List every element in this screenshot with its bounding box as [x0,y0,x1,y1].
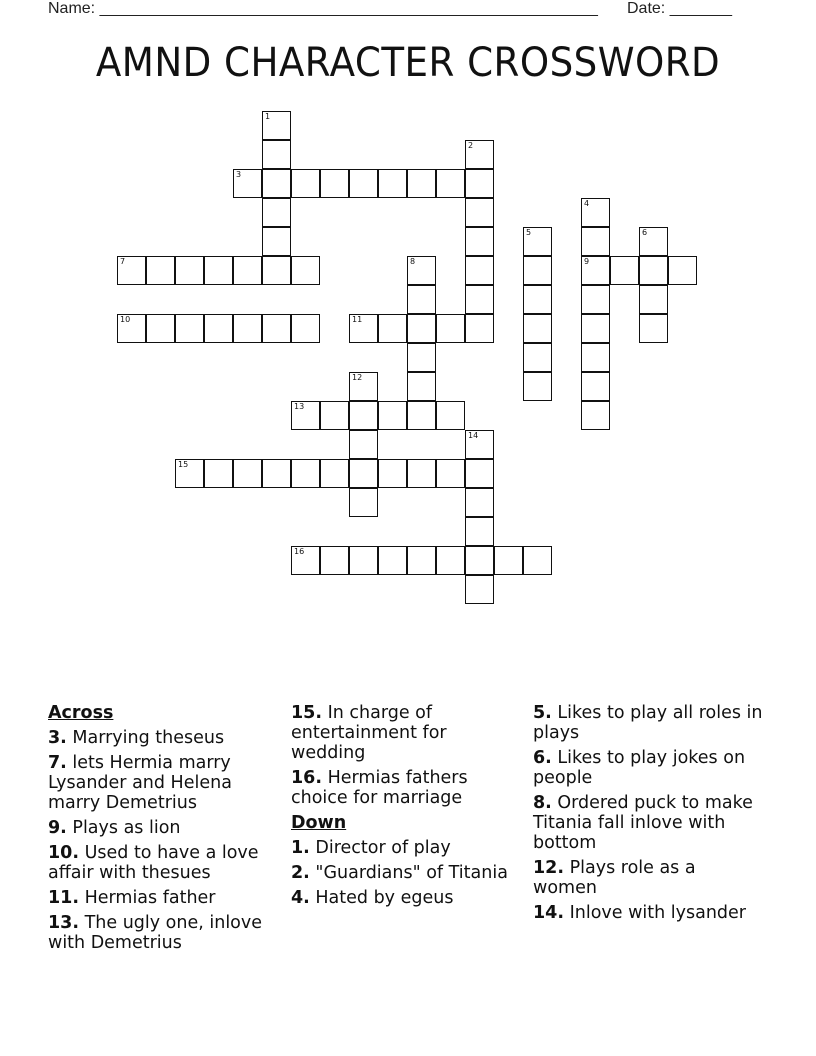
grid-cell[interactable] [233,459,262,488]
grid-cell[interactable] [407,343,436,372]
clue-item [533,703,763,743]
grid-cell[interactable] [581,256,610,285]
grid-cell[interactable] [639,314,668,343]
cell-number: 7 [120,257,126,266]
grid-cell[interactable] [262,140,291,169]
grid-cell[interactable] [291,401,320,430]
grid-cell[interactable] [639,285,668,314]
grid-cell[interactable] [262,256,291,285]
clue-item [291,888,521,908]
grid-cell[interactable] [262,227,291,256]
grid-cell[interactable] [262,198,291,227]
grid-cell[interactable] [262,111,291,140]
clue-number: 1. [291,838,310,858]
grid-cell[interactable] [436,401,465,430]
grid-cell[interactable] [523,285,552,314]
grid-cell[interactable] [407,546,436,575]
grid-cell[interactable] [581,372,610,401]
grid-cell[interactable] [436,546,465,575]
grid-cell[interactable] [291,169,320,198]
grid-cell[interactable] [581,198,610,227]
grid-cell[interactable] [378,459,407,488]
clue-text: Hermias fathers choice for marriage [291,768,468,808]
cell-number: 1 [265,112,271,121]
grid-cell[interactable] [262,169,291,198]
clue-number: 13. [48,913,80,933]
cell-number: 9 [584,257,590,266]
grid-cell[interactable] [349,401,378,430]
clue-number: 7. [48,753,67,773]
grid-cell[interactable] [407,459,436,488]
cell-number: 16 [294,547,305,556]
grid-cell[interactable] [291,459,320,488]
grid-cell[interactable] [349,430,378,459]
cell-number: 6 [642,228,648,237]
grid-cell[interactable] [436,314,465,343]
grid-cell[interactable] [204,314,233,343]
clue-item [533,748,763,788]
grid-cell[interactable] [581,401,610,430]
grid-cell[interactable] [523,343,552,372]
grid-cell[interactable] [349,488,378,517]
clue-number: 9. [48,818,67,838]
clue-number: 4. [291,888,310,908]
grid-cell[interactable] [465,227,494,256]
grid-cell[interactable] [291,256,320,285]
clue-item [533,858,763,898]
clue-number: 2. [291,863,310,883]
grid-cell[interactable] [117,314,146,343]
grid-cell[interactable] [146,314,175,343]
grid-cell[interactable] [668,256,697,285]
date-line: Date: _______ [627,0,732,17]
grid-cell[interactable] [146,256,175,285]
grid-cell[interactable] [291,314,320,343]
clue-number: 3. [48,728,67,748]
grid-cell[interactable] [465,140,494,169]
clue-item [291,838,521,858]
grid-cell[interactable] [465,430,494,459]
grid-cell[interactable] [465,459,494,488]
clue-item [291,768,521,808]
clue-number: 16. [291,768,323,788]
clue-number: 6. [533,748,552,768]
clue-number: 11. [48,888,80,908]
grid-cell[interactable] [349,314,378,343]
grid-cell[interactable] [175,314,204,343]
clue-item [48,818,278,838]
grid-cell[interactable] [465,575,494,604]
grid-cell[interactable] [407,169,436,198]
grid-cell[interactable] [581,343,610,372]
cell-number: 2 [468,141,474,150]
grid-cell[interactable] [320,546,349,575]
grid-cell[interactable] [639,256,668,285]
grid-cell[interactable] [523,372,552,401]
clue-number: 12. [533,858,565,878]
grid-cell[interactable] [175,459,204,488]
across-heading: Across [48,703,114,723]
clues-column-2 [291,703,521,913]
cell-number: 8 [410,257,416,266]
grid-cell[interactable] [349,169,378,198]
grid-cell[interactable] [407,256,436,285]
grid-cell[interactable] [204,256,233,285]
cell-number: 4 [584,199,590,208]
clue-item [48,888,278,908]
grid-cell[interactable] [639,227,668,256]
clue-text: lets Hermia marry Lysander and Helena marry Demetrius [48,753,232,813]
page-title: AMND CHARACTER CROSSWORD [95,40,721,86]
grid-cell[interactable] [407,401,436,430]
grid-cell[interactable] [523,227,552,256]
clue-number: 8. [533,793,552,813]
clue-text: Used to have a love affair with thesues [48,843,259,883]
grid-cell[interactable] [407,285,436,314]
grid-cell[interactable] [117,256,146,285]
grid-cell[interactable] [610,256,639,285]
grid-cell[interactable] [581,285,610,314]
clue-text: In charge of entertainment for wedding [291,703,447,763]
grid-cell[interactable] [465,314,494,343]
grid-cell[interactable] [291,546,320,575]
clues-column-3 [533,703,763,928]
grid-cell[interactable] [581,227,610,256]
grid-cell[interactable] [378,314,407,343]
grid-cell[interactable] [349,372,378,401]
grid-cell[interactable] [378,401,407,430]
grid-cell[interactable] [523,314,552,343]
grid-cell[interactable] [320,169,349,198]
clue-item [48,913,278,953]
clue-text: "Guardians" of Titania [309,863,508,883]
grid-cell[interactable] [320,401,349,430]
grid-cell[interactable] [204,459,233,488]
clue-text: Plays as lion [66,818,181,838]
grid-cell[interactable] [407,372,436,401]
grid-cell[interactable] [465,488,494,517]
grid-cell[interactable] [262,314,291,343]
clue-item [291,863,521,883]
grid-cell[interactable] [262,459,291,488]
grid-cell[interactable] [233,314,262,343]
grid-cell[interactable] [523,546,552,575]
grid-cell[interactable] [581,314,610,343]
clue-text: Director of play [309,838,451,858]
grid-cell[interactable] [436,459,465,488]
grid-cell[interactable] [378,546,407,575]
grid-cell[interactable] [233,256,262,285]
grid-cell[interactable] [494,546,523,575]
grid-cell[interactable] [465,546,494,575]
cell-number: 12 [352,373,363,382]
grid-cell[interactable] [465,517,494,546]
grid-cell[interactable] [175,256,204,285]
grid-cell[interactable] [349,459,378,488]
clue-item [533,903,763,923]
clue-text: Hated by egeus [309,888,454,908]
clue-item [533,793,763,853]
cell-number: 3 [236,170,242,179]
grid-cell[interactable] [465,169,494,198]
cell-number: 10 [120,315,131,324]
cell-number: 11 [352,315,363,324]
grid-cell[interactable] [523,256,552,285]
clue-number: 10. [48,843,80,863]
clue-text: Inlove with lysander [564,903,746,923]
grid-cell[interactable] [378,169,407,198]
grid-cell[interactable] [465,285,494,314]
grid-cell[interactable] [407,314,436,343]
grid-cell[interactable] [465,256,494,285]
clue-number: 15. [291,703,323,723]
clue-text: Plays role as a women [533,858,696,898]
grid-cell[interactable] [349,546,378,575]
clues-column-1 [48,703,278,958]
clue-text: The ugly one, inlove with Demetrius [48,913,263,953]
clue-item [48,728,278,748]
cell-number: 15 [178,460,189,469]
clue-text: Marrying theseus [66,728,225,748]
clue-text: Hermias father [79,888,216,908]
cell-number: 13 [294,402,305,411]
cell-number: 5 [526,228,532,237]
grid-cell[interactable] [436,169,465,198]
clue-number: 5. [533,703,552,723]
clue-text: Likes to play all roles in plays [533,703,763,743]
clue-text: Likes to play jokes on people [533,748,746,788]
name-line: Name: ________________________________________________________ [48,0,598,17]
clue-item [48,843,278,883]
grid-cell[interactable] [233,169,262,198]
grid-cell[interactable] [320,459,349,488]
grid-cell[interactable] [465,198,494,227]
clue-text: Ordered puck to make Titania fall inlove with bottom [533,793,753,853]
clue-item [48,753,278,813]
down-heading: Down [291,813,347,833]
cell-number: 14 [468,431,479,440]
clue-number: 14. [533,903,565,923]
clue-item [291,703,521,763]
